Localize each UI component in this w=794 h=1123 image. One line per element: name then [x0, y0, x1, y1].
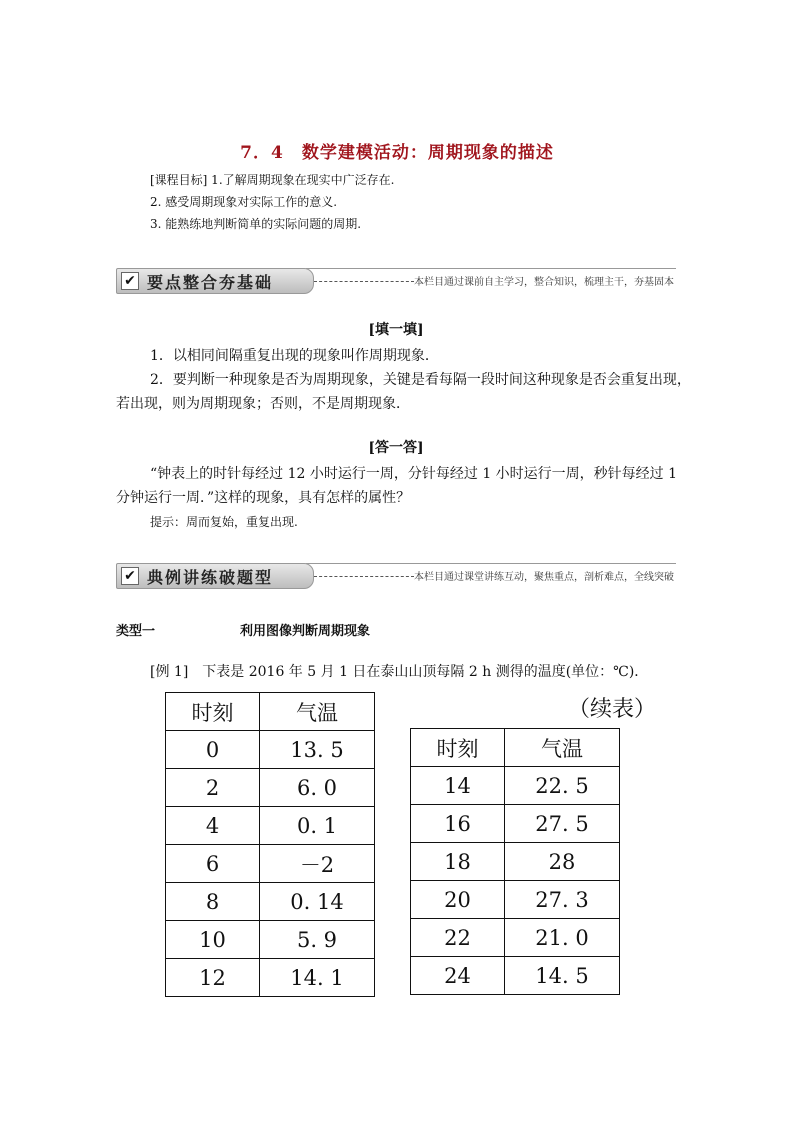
section-banner-basics	[116, 268, 676, 294]
section-banner-examples	[116, 563, 676, 589]
temperature-cell: 27. 3	[505, 881, 620, 919]
time-cell: 14	[411, 767, 505, 805]
time-cell: 20	[411, 881, 505, 919]
continued-caption: （续表）	[568, 697, 657, 722]
type-label: 类型一	[116, 624, 156, 639]
time-cell: 12	[166, 959, 260, 997]
table-row	[411, 881, 620, 919]
banner-note: 本栏目通过课前自主学习，整合知识，梳理主干，夯基固本	[414, 277, 674, 288]
fill-heading: [填一填]	[368, 322, 424, 338]
time-cell: 4	[166, 807, 260, 845]
temperature-table-1	[165, 692, 375, 997]
time-cell: 2	[166, 769, 260, 807]
table-row	[166, 731, 375, 769]
temperature-cell: 0. 14	[260, 883, 375, 921]
question-line-1: “钟表上的时针每经过 12 小时运行一周，分针每经过 1 小时运行一周，秒针每经过 1	[150, 466, 678, 482]
table-row	[411, 805, 620, 843]
example-text: [例 1] 下表是 2016 年 5 月 1 日在泰山山顶每隔 2 h 测得的温度(单位：℃)．	[150, 664, 649, 680]
table-row	[166, 959, 375, 997]
checkmark-icon: ✔	[121, 272, 139, 290]
temperature-cell: 14. 1	[260, 959, 375, 997]
time-cell: 8	[166, 883, 260, 921]
time-cell: 16	[411, 805, 505, 843]
fill-line-2b: 若出现，则为周期现象；否则，不是周期现象．	[116, 396, 410, 412]
fill-line-2a: 2．要判断一种现象是否为周期现象，关键是看每隔一段时间这种现象是否会重复出现，	[150, 372, 691, 388]
temperature-cell: －2	[260, 845, 375, 883]
temperature-cell: 22. 5	[505, 767, 620, 805]
banner-rule	[306, 268, 676, 269]
table-row	[411, 843, 620, 881]
time-cell: 18	[411, 843, 505, 881]
banner-label: 典例讲练破题型	[147, 568, 274, 587]
hint-text: 提示：周而复始，重复出现.	[150, 515, 298, 529]
table-header-row	[411, 729, 620, 767]
course-goal-3: 3. 能熟练地判断简单的实际问题的周期.	[150, 217, 362, 231]
temperature-cell: 27. 5	[505, 805, 620, 843]
time-cell: 6	[166, 845, 260, 883]
table-row	[166, 883, 375, 921]
header-time: 时刻	[411, 729, 505, 767]
table-header-row	[166, 693, 375, 731]
header-temp: 气温	[505, 729, 620, 767]
header-temp: 气温	[260, 693, 375, 731]
time-cell: 0	[166, 731, 260, 769]
answer-heading: [答一答]	[368, 440, 424, 456]
banner-dashes	[314, 281, 414, 282]
checkmark-icon: ✔	[121, 567, 139, 585]
temperature-cell: 6. 0	[260, 769, 375, 807]
temperature-cell: 5. 9	[260, 921, 375, 959]
course-goal-2: 2. 感受周期现象对实际工作的意义.	[150, 195, 338, 209]
table-row	[166, 807, 375, 845]
temperature-cell: 21. 0	[505, 919, 620, 957]
banner-tag	[116, 563, 314, 589]
time-cell: 24	[411, 957, 505, 995]
table-row	[411, 957, 620, 995]
banner-note: 本栏目通过课堂讲练互动，聚焦重点，剖析难点，全线突破	[414, 572, 674, 583]
time-cell: 10	[166, 921, 260, 959]
banner-dashes	[314, 576, 414, 577]
temperature-cell: 14. 5	[505, 957, 620, 995]
table-row	[166, 921, 375, 959]
fill-line-1: 1．以相同间隔重复出现的现象叫作周期现象．	[150, 348, 439, 364]
page-title: 7．4 数学建模活动：周期现象的描述	[240, 143, 554, 163]
temperature-cell: 28	[505, 843, 620, 881]
header-time: 时刻	[166, 693, 260, 731]
time-cell: 22	[411, 919, 505, 957]
temperature-table-2	[410, 728, 620, 995]
table-row	[166, 845, 375, 883]
course-goal-1: [课程目标] 1.了解周期现象在现实中广泛存在.	[150, 173, 395, 187]
banner-tag	[116, 268, 314, 294]
table-row	[411, 767, 620, 805]
temperature-cell: 0. 1	[260, 807, 375, 845]
question-line-2: 分钟运行一周．”这样的现象，具有怎样的属性？	[116, 490, 411, 506]
table-row	[411, 919, 620, 957]
banner-label: 要点整合夯基础	[147, 273, 274, 292]
table-row	[166, 769, 375, 807]
type-title: 利用图像判断周期现象	[240, 624, 371, 639]
temperature-cell: 13. 5	[260, 731, 375, 769]
banner-rule	[306, 563, 676, 564]
